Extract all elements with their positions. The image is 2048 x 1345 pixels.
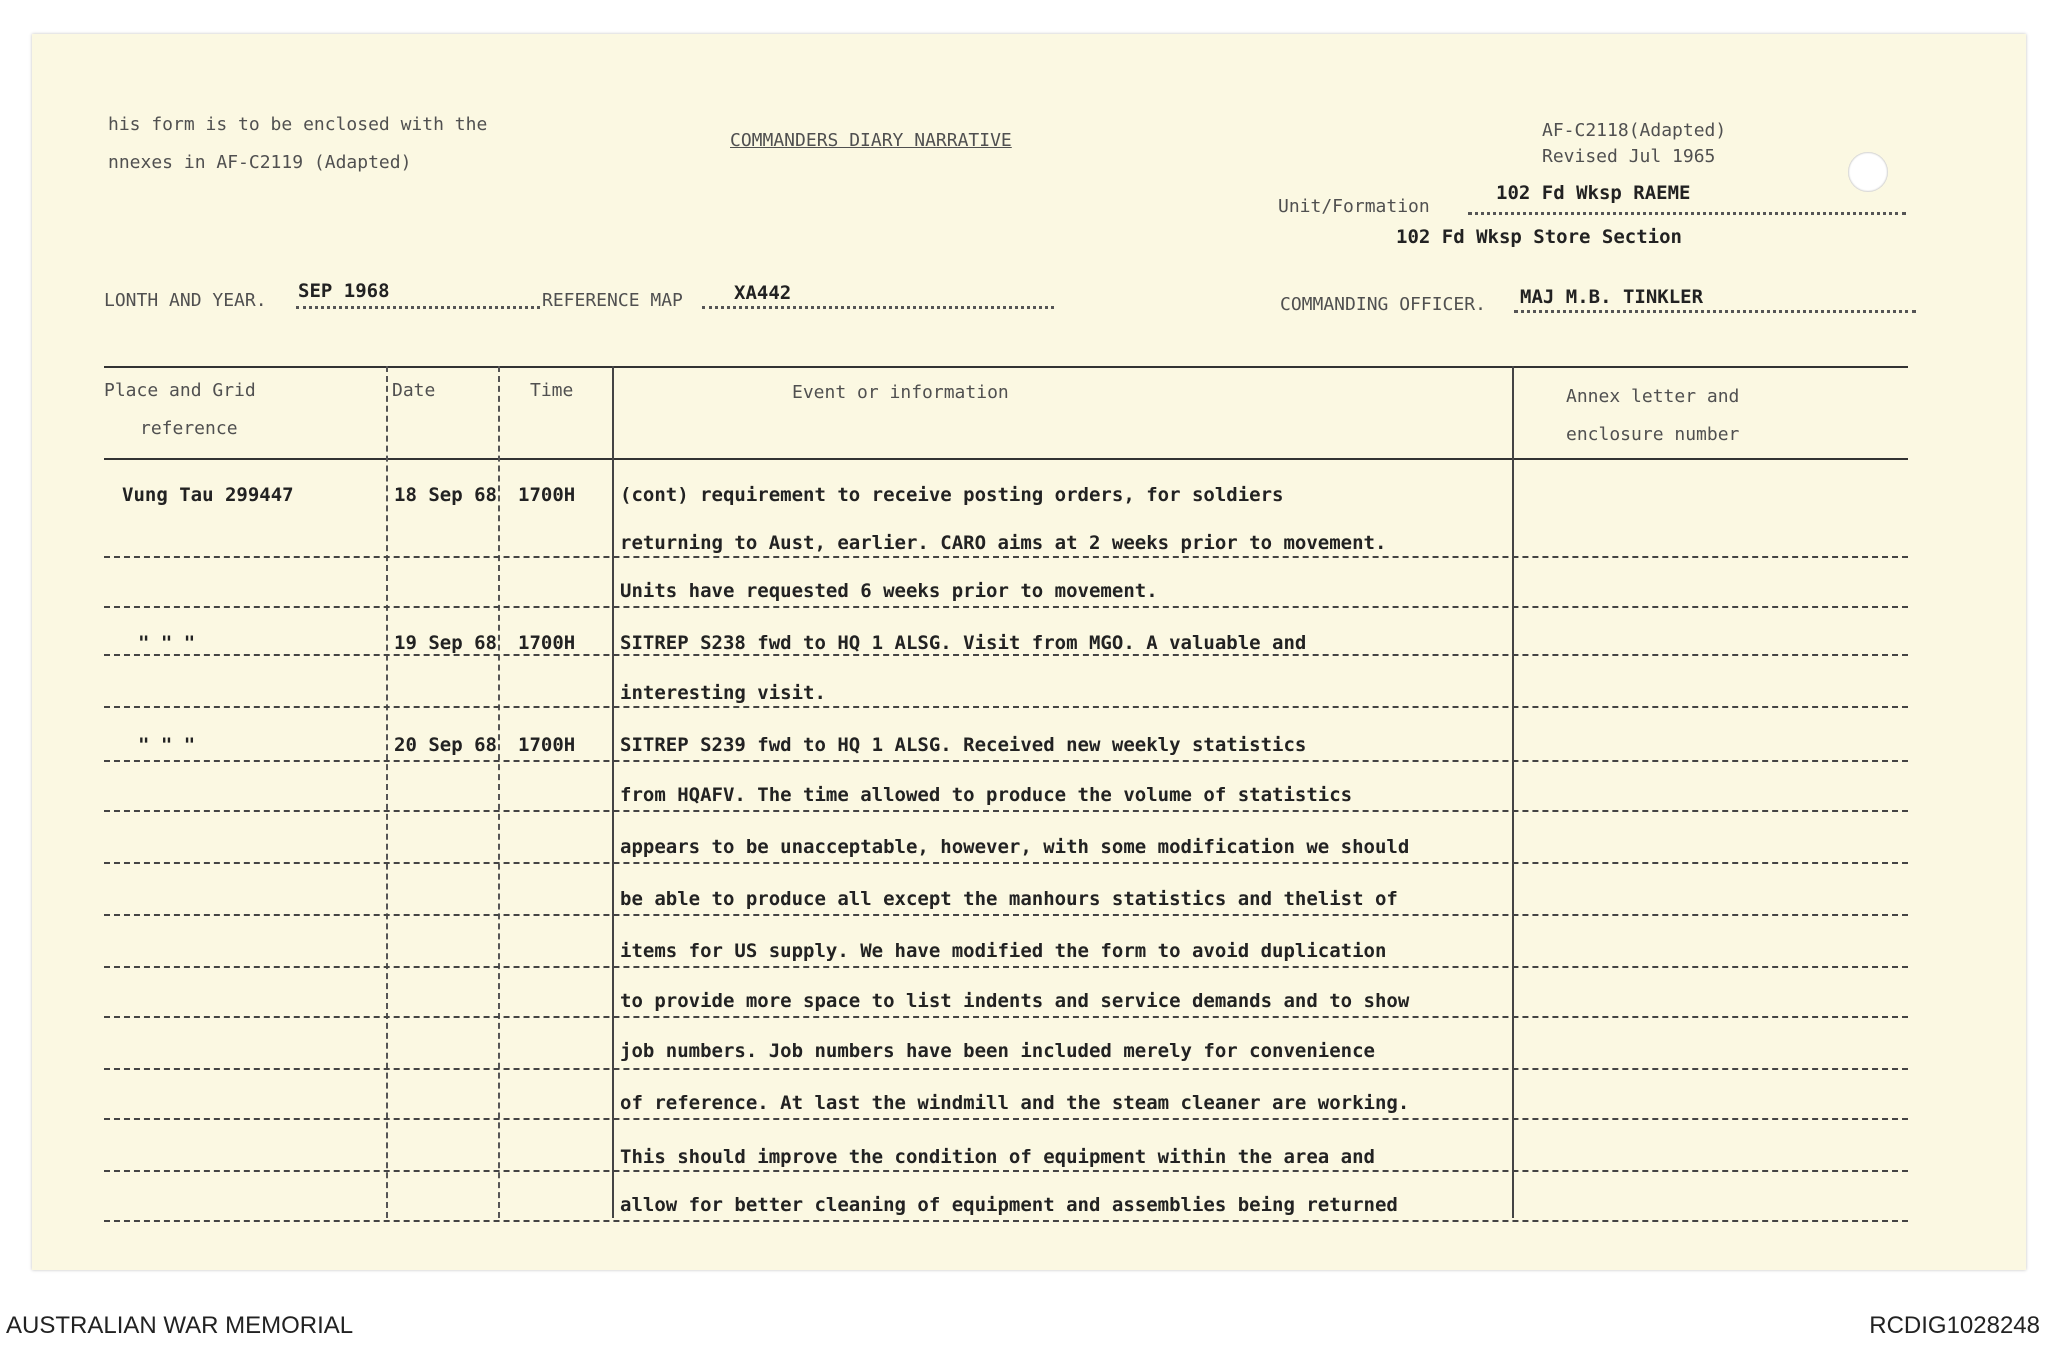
row-rule [104,706,1908,708]
reference-map-value: XA442 [734,282,792,304]
row-rule [104,810,1908,812]
divider-time-event [612,366,614,1218]
row-8-event: appears to be unacceptable, however, with some modification we should [620,836,1410,858]
row-1-date: 18 Sep 68 [394,484,497,506]
table-header-rule [104,458,1908,460]
divider-place-date [386,366,388,1218]
row-11-event: to provide more space to list indents and service demands and to show [620,990,1410,1012]
row-2-event: returning to Aust, earlier. CARO aims at 2 weeks prior to movement. [620,532,1387,554]
row-rule [104,654,1908,656]
unit-value-2: 102 Fd Wksp Store Section [1396,226,1682,248]
divider-date-time [498,366,500,1218]
archive-credit: AUSTRALIAN WAR MEMORIAL [6,1312,354,1339]
row-rule [104,966,1908,968]
unit-value-1: 102 Fd Wksp RAEME [1496,182,1691,204]
unit-dotted-line [1468,212,1906,215]
column-header-place-1: Place and Grid [104,380,256,401]
row-4-date: 19 Sep 68 [394,632,497,654]
form-number: AF-C2118(Adapted) [1542,120,1727,141]
row-9-event: be able to produce all except the manhours statistics and thelist of [620,888,1398,910]
row-4-event: SITREP S238 fwd to HQ 1 ALSG. Visit from MGO. A valuable and [620,632,1307,654]
row-13-event: of reference. At last the windmill and the steam cleaner are working. [620,1092,1410,1114]
row-1-place: Vung Tau 299447 [122,484,294,506]
commanding-officer-value: MAJ M.B. TINKLER [1520,286,1704,308]
archive-id: RCDIG1028248 [1869,1312,2040,1339]
row-rule [104,556,1908,558]
form-notice-line2: nnexes in AF-C2119 (Adapted) [108,152,412,173]
row-rule [104,760,1908,762]
row-rule [104,1016,1908,1018]
row-rule [104,862,1908,864]
row-15-event: allow for better cleaning of equipment and assemblies being returned [620,1194,1398,1216]
punch-hole [1848,152,1888,192]
row-rule [104,1068,1908,1070]
row-6-event: SITREP S239 fwd to HQ 1 ALSG. Received new weekly statistics [620,734,1307,756]
row-rule [104,1118,1908,1120]
row-5-event: interesting visit. [620,682,826,704]
row-3-event: Units have requested 6 weeks prior to movement. [620,580,1158,602]
column-header-event: Event or information [792,382,1009,403]
reference-map-label: REFERENCE MAP [542,290,683,311]
form-notice-line1: his form is to be enclosed with the [108,114,488,135]
row-12-event: job numbers. Job numbers have been included merely for convenience [620,1040,1375,1062]
month-year-label: LONTH AND YEAR. [104,290,267,311]
divider-event-annex [1512,366,1514,1218]
row-4-time: 1700H [518,632,576,654]
row-4-place: " " " [138,632,196,654]
column-header-time: Time [530,380,574,401]
table-top-rule [104,366,1908,368]
commanding-officer-label: COMMANDING OFFICER. [1280,294,1486,315]
row-rule [104,1170,1908,1172]
refmap-dotted-line [702,306,1054,309]
column-header-date: Date [392,380,436,401]
row-10-event: items for US supply. We have modified the form to avoid duplication [620,940,1387,962]
row-1-event: (cont) requirement to receive posting orders, for soldiers [620,484,1284,506]
row-7-event: from HQAFV. The time allowed to produce the volume of statistics [620,784,1353,806]
column-header-place-2: reference [140,418,238,439]
form-revised: Revised Jul 1965 [1542,146,1716,167]
row-6-date: 20 Sep 68 [394,734,497,756]
row-rule [104,1220,1908,1222]
month-dotted-line [296,306,540,309]
row-1-time: 1700H [518,484,576,506]
row-6-place: " " " [138,734,196,756]
co-dotted-line [1514,310,1916,313]
column-header-annex-2: enclosure number [1566,424,1740,445]
column-header-annex-1: Annex letter and [1566,386,1740,407]
row-14-event: This should improve the condition of equipment within the area and [620,1146,1375,1168]
form-title: COMMANDERS DIARY NARRATIVE [730,130,1012,151]
unit-label: Unit/Formation [1278,196,1430,217]
row-rule [104,914,1908,916]
row-rule [104,606,1908,608]
month-year-value: SEP 1968 [298,280,390,302]
row-6-time: 1700H [518,734,576,756]
